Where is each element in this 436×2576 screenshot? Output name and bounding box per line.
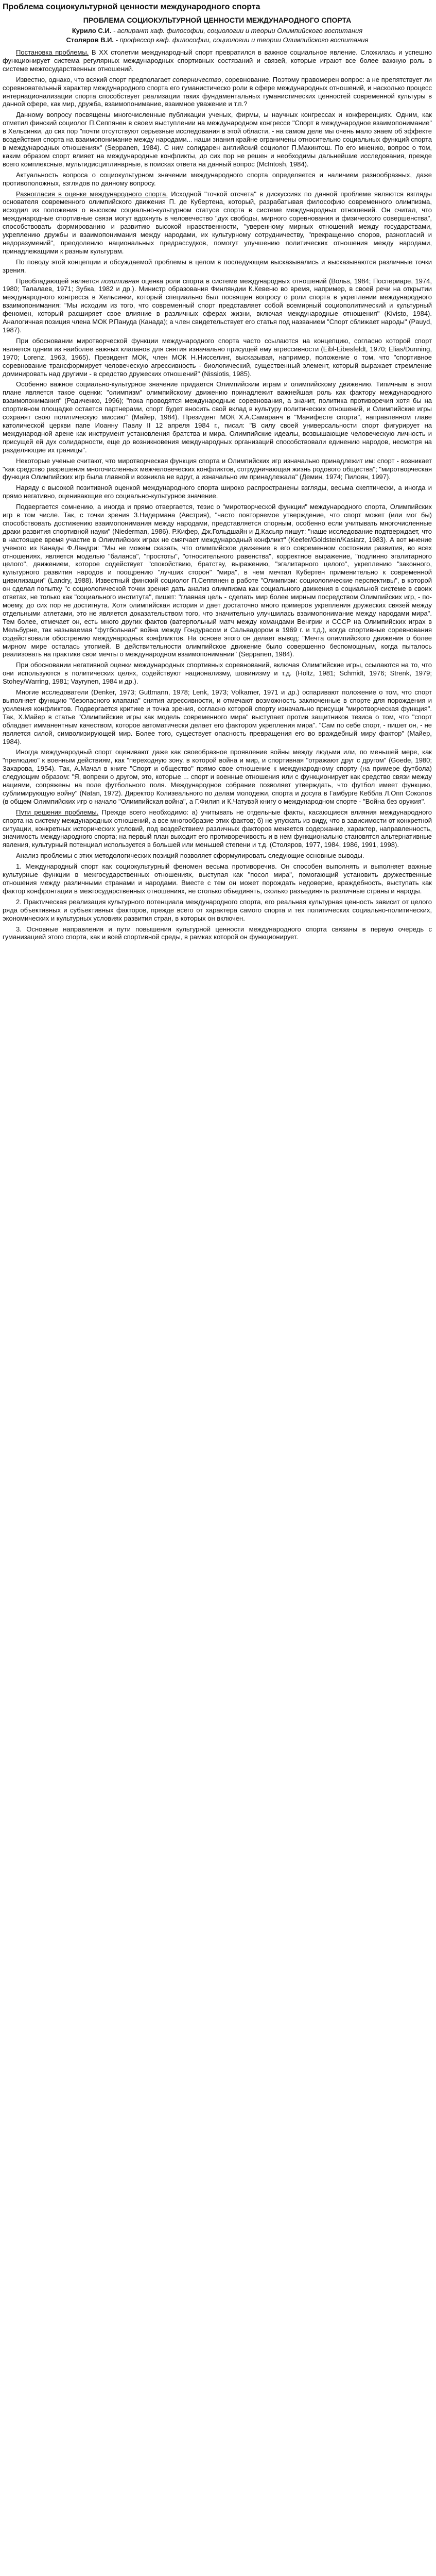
paragraph xyxy=(3,171,432,188)
paragraph xyxy=(3,898,432,923)
paragraph xyxy=(3,808,432,850)
author-1-role: - аспирант каф. философии, социологии и теории Олимпийского воспитания xyxy=(111,27,363,35)
paragraph xyxy=(3,76,432,109)
paragraph xyxy=(3,457,432,482)
paragraph xyxy=(3,748,432,805)
paragraph-text: Наряду с высокой позитивной оценкой международного спорта широко распространены взгляды, весьма скептически, а иногда и прямо негативно, оценивающие его социально-культурное значение. xyxy=(3,484,432,500)
paragraph-text: Преобладающей является xyxy=(16,277,101,285)
paragraph-text: Актуальность вопроса о социокультурном значении международного спорта определяется и наличием разнообразных, даже противоположных, взглядов по данному вопросу. xyxy=(3,171,432,187)
paragraph-text: Исходной "точкой отсчета" в дискуссиях по данной проблеме являются взгляды основателя современного олимпийского движения П. де Кубертена, который, разрабатывая философию современного олимпизма, исходил из положения о высоком социально-культурном статусе спорта в системе международных отношений. Он считал, что международные спортивные связи могут вдохнуть в человечество "дух свободы, мирного соревнования и физического совершенства", способствовать формированию и развитию высокой нравственности, "уверенному мирных отношений между государствами, укреплению дружбы и взаимопонимания между народами, их культурному сотрудничеству, "прекращению споров, разногласий и недоразумений", преодолению национальных предрассудков, помогут улучшению политических отношения между народами, принадлежащими к разным культурам. xyxy=(3,190,432,255)
section-lead: Пути решения проблемы. xyxy=(16,808,99,816)
author-2 xyxy=(3,36,432,44)
section-lead: Разногласия в оценке международного спорта. xyxy=(16,190,168,198)
paragraph-text: Особенно важное социально-культурное значение придается Олимпийским играм и олимпийскому движению. Типичным в этом плане является такое оценки: "олимпизм" олимпийскому движению принадлежит важнейшая роль как фактору международного взаимопонимания" (Родиченко, 1996); "пока проводятся международные соревнования, а значит, политика противоречия хотя бы на спортивном площадке остается партнерами, спорт будет вносить свой вклад в культуру политических отношений, и Олимпийские игры сохранят свою политическую миссию" (Майер, 1984). Президент МОК Х.А.Самаранч в "Манифесте спорта", направленном главе католической церкви папе Иоанну Павлу II 12 апреля 1984 г., писал: "В силу своей универсальности спорт фигурирует на международной арене как инструмент установления братства и мира. Олимпийские идеалы, возвышающие человеческую личность и присущей ей дух солидарности, еще до возникновения международных организаций способствовали единению народов, несмотря на разделяющие их границы". xyxy=(3,380,432,454)
paragraph-text: Данному вопросу посвящены многочисленные публикации ученых, фирмы, ы научных конгрессах и конференциях. Одним, как отметил финский социолог П.Сеппянен в своем выступлении на международном конгрессе "Спорт в международное взаимопонимание" в Хельсинки, до сих пор "почти отсутствуют серьезные исследования в этой области, - на самом деле мы очень мало знаем об эффекте воздействия спорта на взаимопонимание между народами... наши знания крайне ограничены относительно социальных функций спорта в международных отношениях" (Seppanen, 1984). С ним солидарен английский социолог П.Макинтош. По его мнению, вопрос о том, каким образом спорт влияет на международные конфликты, до сих пор не решен и необходимы дальнейшие исследования, прежде всего комплексные, мультидисциплинарные, в поисках ответа на данный вопрос (McIntosh, 1984). xyxy=(3,111,432,168)
body-text xyxy=(3,48,432,941)
author-2-role: - профессор каф. философии, социологии и теории Олимпийского воспитания xyxy=(114,36,369,44)
paragraph xyxy=(3,484,432,500)
paragraph-text: Известно, однако, что всякий спорт предполагает xyxy=(16,75,173,83)
paragraph xyxy=(3,688,432,745)
paragraph xyxy=(3,852,432,860)
emphasis-text: соперничество xyxy=(172,75,221,83)
paragraph xyxy=(3,258,432,275)
paragraph-text: Подвергается сомнению, а иногда и прямо отвергается, тезис о "миротворческой функции" международного спорта, Олимпийских игр в том числе. Так, с точки зрения З.Нидермана (Австрия), "часто повторяемое утверждение, что спорт может (или мог бы) способствовать достижению взаимопонимания между народами, представляется спорным, особенно если учитывать многочисленные драки развития спортивной науки" (Niederman, 1986). Р.Кифер, Дж.Гольдшайн и Д.Касьяр пишут: "наше исследование подтверждает, что в настоящее время участие в Олимпийских играх не смягчает международный конфликт" (Keefer/Goldstein/Kasiarz, 1983). А вот мнение ученого из Канады Ф.Ландри: "Мы не можем сказать, что олимпийское движение в его современном состоянии развития, во всех отношениях, является моделью "баланса", "простоты", "относительного равенства", корректное выражение, "подлинно эгалитарного целого", движением, которое содействует "спокойствию, братству, выражению, "эгалитарного целого", укреплению "законного, культурного развития народов и поощрению "лучших сторон" "мира", в чем мечтал Кубертен применительно к современной цивилизации" (Landry, 1988). Известный финский социолог П.Сеппянен в работе "Олимпизм: социологические перспективы", в которой он сделал попытку "с социологической точки зрения дать анализ олимпизма как социального движения в социальной системе в своих ответах, не только как "социального института", пишет: "главная цель - сделать мир более мирным посредством Олимпийских игр, - по-моему, до сих пор не достигнута. Хотя олимпийская история и дает достаточно много примеров укрепления дружеских связей между отдельными атлетами, это не является доказательством того, что значительно улучшилась взаимопонимание между народами мира". Тем более, отмечает он, есть много других фактов (ватерпольный матч между командами Венгрии и СССР на Олимпийских играх в Мельбурне, так называемая "футбольная" война между Гондурасом и Сальвадором в 1969 г. и т.д.), когда спортивные соревнования содействовали обострению международных конфликтов. На основе этого он делает вывод: "Мечта олимпийского движения о более мирном мире осталась утопией. В действительности олимпийское движение было совершенно беспомощным, когда пыталось реализовать на практике свои мечты о международном взаимопонимании" (Seppanen, 1984). xyxy=(3,503,432,658)
author-1 xyxy=(3,27,432,35)
paragraph xyxy=(3,503,432,658)
paragraph-text: Некоторые ученые считают, что миротворческая функция спорта и Олимпийских игр изначально принадлежит им: спорт - возникает "как средство разрешения многочисленных межчеловеческих конфликтов, сотрудничающая жизнь родового общества"; "миротворческая функция Олимпийских игр была главной и возникла не вдруг, а изначально им принадлежала" (Демин, 1974; Пилоян, 1997). xyxy=(3,456,432,481)
paragraph xyxy=(3,380,432,454)
paragraph-text: В ХХ столетии международный спорт превратился в важное социальное явление. Сложилась и успешно функционирует система регулярных международных спортивных состязаний и связей, которые играют все более важную роль в системе межгосударственных отношений. xyxy=(3,48,432,73)
document xyxy=(3,15,432,941)
paragraph xyxy=(3,661,432,686)
paragraph-text: 3. Основные направления и пути повышения культурной ценности международного спорта связаны в первую очередь с гуманизацией этого спорта, как и всей спортивной среды, в рамках которой он функционирует. xyxy=(3,925,432,941)
author-1-name: Курило С.И. xyxy=(72,27,112,35)
paragraph-text: Многие исследователи (Denker, 1973; Guttmann, 1978; Lenk, 1973; Volkamer, 1971 и др.) оспаривают положение о том, что спорт выполняет функцию "безопасного клапана" снятия агрессивности, и отмечают возможность заключенные в спорте для порождения и усиления конфликтов. Подвергается критике и точка зрения, согласно которой спорту изначально присущи "миротворческая функция". Так, Х.Майер в статье "Олимпийские игры как модель современного мира" выступает против защитников тезиса о том, что "спорт обладает имманентным качеством, которое автоматически делает его фактором укрепления мира". "Сам по себе спорт, - пишет он, - не является силой, символизирующей мир. Более того, существует опасность превращения его во враждебный миру фактор" (Майер, 1984). xyxy=(3,688,432,745)
paragraph-text: По поводу этой концепции и обсуждаемой проблемы в целом в последующем высказывались и высказываются различные точки зрения. xyxy=(3,258,432,274)
section-lead: Постановка проблемы. xyxy=(16,48,89,56)
paragraph-text: оценка роли спорта в системе международных отношений (Вольs, 1984; Поспериаре, 1974, 1980; Талалаев, 1971; Зубка, 1982 и др.). Министр образования Финляндии К.Кевеню во время, например, в своей речи на открытии международного конгресса в Хельсинки, который специально был посвящен вопросу о роли спорта в укреплении международного взаимопонимания: "Мы исходим из того, что современный спорт представляет собой всемирный социополитический и культурный феномен, который расширяет свое влияние в различных сферах жизни, включая международные отношения" (Kivisto, 1984). Аналогичная позиция члена МОК Р.Пануда (Канада); а член свидетельствует его статья под названием "Спорт сближает народы" (Pauyd, 1987). xyxy=(3,277,432,334)
paragraph xyxy=(3,862,432,895)
paragraph-text: Иногда международный спорт оценивают даже как своеобразное проявление войны между людьми или, по меньшей мере, как "прелюдию" к военным действиям, как "переходную зону, в которой война и мир, и спортивная "отражают друг с другом" (Goede, 1980; Захарова, 1954). Так, А.Мачал в книге "Спорт и общество" прямо свое отношение к международному спорту (на примере футбола) следующим образом: "Я, вопреки о другом, это, которые ... спорт и военные отношения или с функционирует как средство связи между нациями, сопряжены на поле футбольного поля. Международное собрание позволяет утверждать, что футбол имеет функцию, сублимирующую войну" (Natan, 1972). Директор Колизеального по делам молодежи, спорта и досуга в Гамбурге Кеббла Л.Опп Соколов (в общем Олимпийских игр о начало "Олимпийская война", а Г.Филип и К.Чатувэй книгу о международном спорте - "Война без оружия". xyxy=(3,748,432,805)
paragraph xyxy=(3,48,432,73)
document-heading: ПРОБЛЕМА СОЦИОКУЛЬТУРНОЙ ЦЕННОСТИ МЕЖДУНАРОДНОГО СПОРТА xyxy=(83,16,352,24)
paragraph xyxy=(3,111,432,168)
page-title: Проблема социокультурной ценности международного спорта xyxy=(3,3,260,11)
paragraph-text: Прежде всего необходимо: а) учитывать не отдельные факты, касающиеся влияния международного спорта на систему международных отношений, а все многообразие этих фактов; б) не упускать из виду, что в зависимости от конкретной ситуации, конкретных исторических условий, под воздействием различных факторов меняется содержание, характер, направленность, значимость международного спорта; на первый план выходит его противоречивость и в нем функционально становятся альтернативные явления, культурный потенциал используется в большей или меньшей степени и т.д. (Столяров, 1977, 1984, 1986, 1991, 1998). xyxy=(3,808,432,849)
paragraph-text: Анализ проблемы с этих методологических позиций позволяет сформулировать следующие основные выводы. xyxy=(16,852,364,860)
author-2-name: Столяров В.И. xyxy=(66,36,114,44)
paragraph xyxy=(3,277,432,334)
paragraph-text: При обосновании миротворческой функции международного спорта часто ссылаются на концепцию, согласно которой спорт является одним из наиболее важных клапанов для снятия изначально присущей ему агрессивности (Eibl-Eibesfeldt, 1970; Elias/Dunning, 1970; Lorenz, 1963, 1965). Президент МОК, член МОК Н.Нисселинг, высказывая, например, положение о том, что "спортивное соревнование трансформирует человеческую агрессивность - биологический, существенный элемент, который выражает стремление доминировать над другими - в средство дружеских отношений" (Nissiotis, 1985). xyxy=(3,336,432,378)
paragraph xyxy=(3,190,432,256)
paragraph-text: , соревнование. Поэтому правомерен вопрос: а не препятствует ли соревновательный характер международного спорта его гуманистическо роли в сфере международных отношений, и насколько процесс интернационализации спорта способствует реализации таких фундаментальных гуманистических ценностей современной культуры в данной сфере, как мир, дружба, взаимопонимание, взаимное уважение и т.п.? xyxy=(3,75,432,108)
paragraph-text: При обосновании негативной оценки международных спортивных соревнований, включая Олимпийские игры, ссылаются на то, что они используются в политических целях, содействуют национализму, шовинизму и т.д. (Holtz, 1981; Schmidt, 1976; Strenk, 1979; Stohey/Warring, 1981; Vaуrynen, 1984 и др.). xyxy=(3,661,432,686)
paragraph xyxy=(3,337,432,378)
paragraph-text: 2. Практическая реализация культурного потенциала международного спорта, его реальная культурная ценность зависит от целого ряда объективных и субъективных факторов, прежде всего от характера самого спорта и тех политических социально-политических, экономических и культурных условиях развития стран, в которых он включен. xyxy=(3,897,432,922)
paragraph-text: 1. Международный спорт как социокультурный феномен весьма противоречив. Он способен выполнять и выполняет важные культурные функции в межгосударственных отношениях, выступая как "посол мира", помогающий установить дружественные отношения между различными странами и народами. Вместе с тем он может порождать недоверие, враждебность, выступать как фактор конфронтации в межгосударственных отношениях, не столько объединять, сколько разъединять различные страны и народы. xyxy=(3,862,432,895)
paragraph xyxy=(3,925,432,942)
emphasis-text: позитивная xyxy=(101,277,139,285)
